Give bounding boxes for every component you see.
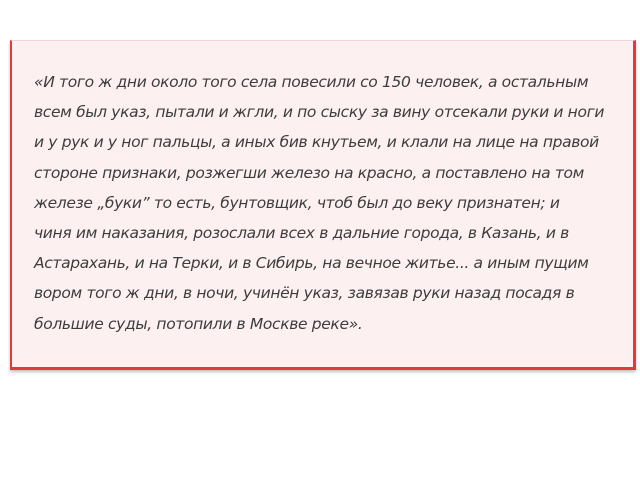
quote-card (10, 40, 636, 370)
quote-text: «И того ж дни около того села повесили со 150 человек, а остальным всем был указ, пытали и жгли, и по сыску за вину отсекали руки и ноги и у рук и у ног пальцы, а иных бив кнутьем, и клали на лице на правой стороне признаки, розжегши железо на красно, а поставлено на том железе „буки” то есть, бунтовщик, чтоб был до веку признатен; и чиня им наказания, розослали всех в дальние города, в Казань, и в Астарахань, и на Терки, и в Сибирь, на вечное житье... а иным пущим вором того ж дни, в ночи, учинён указ, завязав руки назад посадя в большие суды, потопили в Москве реке». (34, 73, 605, 333)
